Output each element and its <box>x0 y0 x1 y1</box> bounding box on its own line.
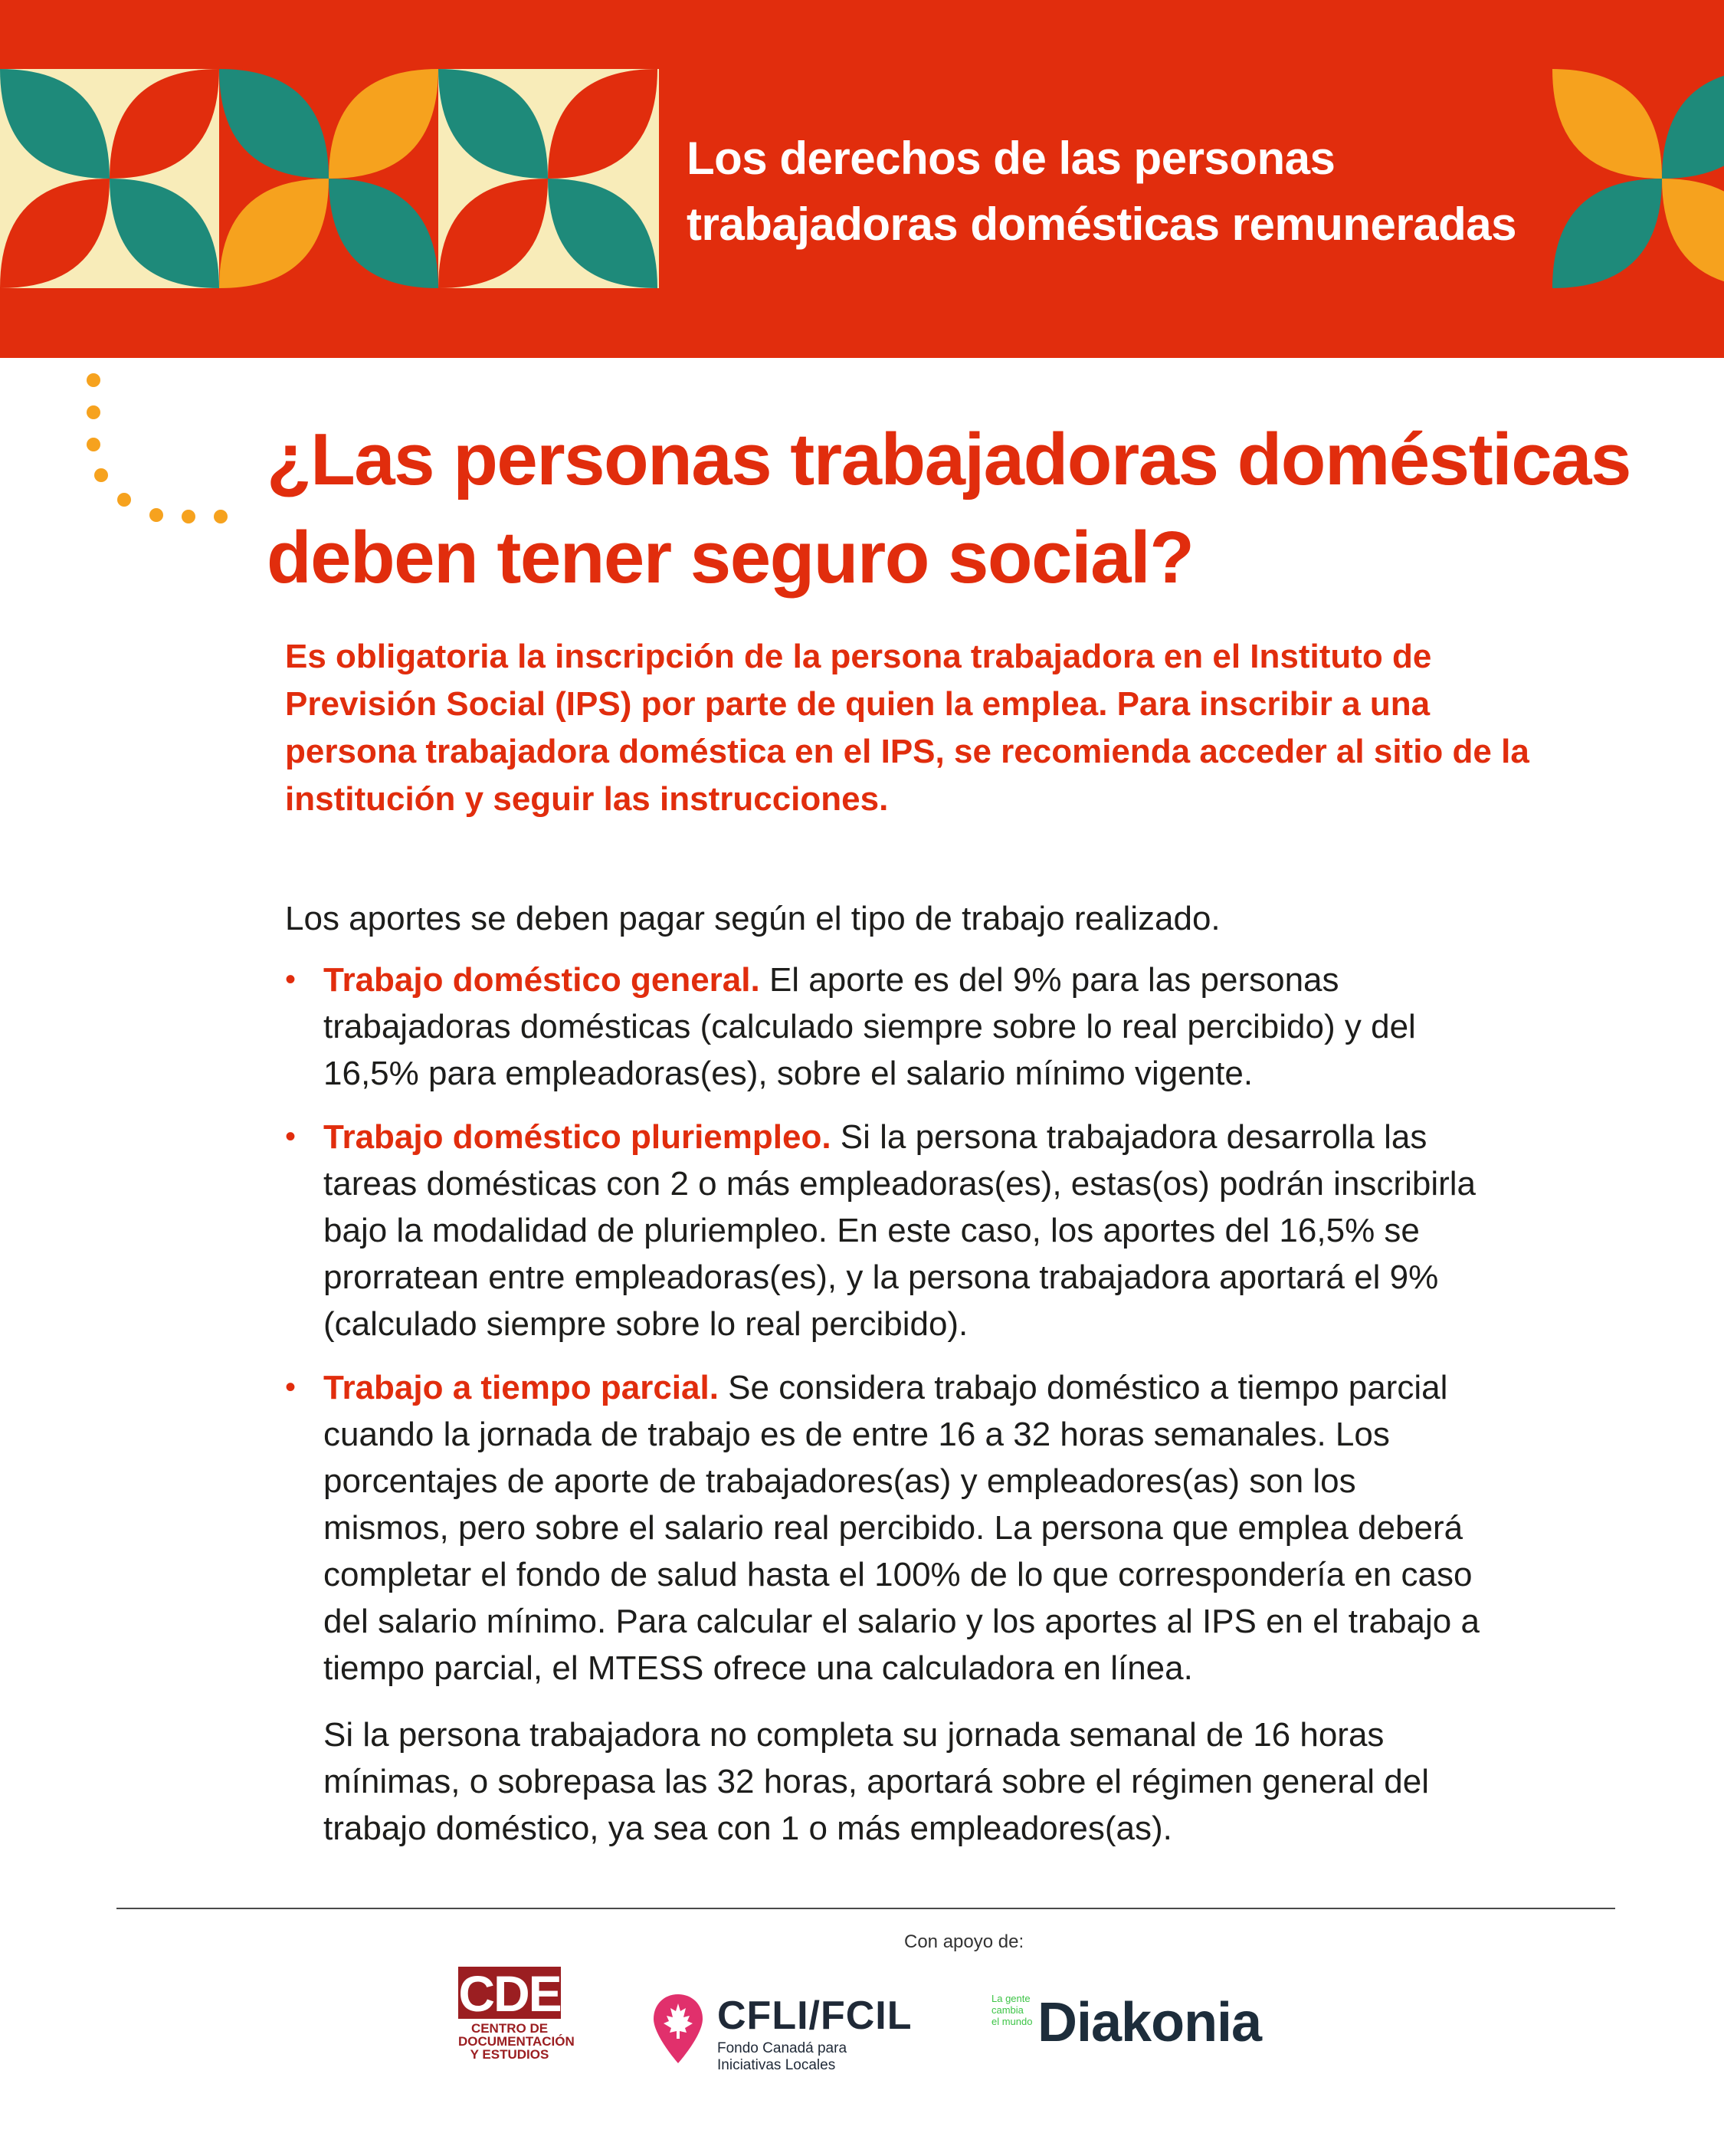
page-title-line2: deben tener seguro social? <box>267 517 1194 599</box>
bullet-line: tareas domésticas con 2 o más empleadoras(es), estas(os) podrán inscribirla <box>323 1165 1476 1203</box>
decorative-pattern-right <box>1552 69 1724 288</box>
header-title-line2: trabajadoras domésticas remuneradas <box>687 199 1516 250</box>
header-banner <box>0 0 1724 358</box>
page-title-line1: ¿Las personas trabajadoras domésticas <box>267 418 1631 500</box>
bullet-term: Trabajo doméstico pluriempleo. <box>323 1118 831 1156</box>
decorative-dots <box>77 368 245 537</box>
cde-line: Y ESTUDIOS <box>470 2047 549 2062</box>
bullet-line: porcentajes de aporte de trabajadores(as) y empleadores(as) son los <box>323 1462 1356 1500</box>
cfli-subtitle <box>717 2040 847 2074</box>
bullet-line: bajo la modalidad de pluriempleo. En este caso, los aportes del 16,5% se <box>323 1212 1420 1249</box>
bullet-line: trabajadoras domésticas (calculado siempre sobre lo real percibido) y del <box>323 1008 1416 1045</box>
header-title-line1: Los derechos de las personas <box>687 133 1336 184</box>
cfli-name: CFLI/FCIL <box>717 1994 913 2038</box>
list-item <box>285 957 1618 1097</box>
list-item <box>285 1364 1618 1852</box>
intro-line: institución y seguir las instrucciones. <box>285 780 889 818</box>
bullet-icon: • <box>285 963 297 996</box>
bullet-text: El aporte es del 9% para las personas <box>759 961 1339 999</box>
bullet-line: trabajo doméstico, ya sea con 1 o más empleadores(as). <box>323 1810 1172 1847</box>
bullet-icon: • <box>285 1120 297 1153</box>
cfli-logo <box>651 1993 958 2077</box>
footer-divider <box>116 1908 1615 1909</box>
bullet-icon: • <box>285 1370 297 1404</box>
bullet-line: mismos, pero sobre el salario real percibido. La persona que emplea deberá <box>323 1509 1463 1547</box>
cde-line: DOCUMENTACIÓN <box>458 2034 575 2049</box>
bullet-first-line <box>323 1364 1618 1411</box>
diakonia-tagline <box>991 1993 1032 2027</box>
page-title <box>267 411 1631 607</box>
cfli-sub-line: Fondo Canadá para <box>717 2040 847 2056</box>
bullet-line: tiempo parcial, el MTESS ofrece una calculadora en línea. <box>323 1649 1193 1687</box>
intro-line: Previsión Social (IPS) por parte de quien la emplea. Para inscribir a una <box>285 685 1431 723</box>
cde-fullname <box>458 2021 575 2062</box>
bullet-line: mínimas, o sobrepasa las 32 horas, aportará sobre el régimen general del <box>323 1763 1430 1800</box>
diakonia-tag-line: cambia <box>991 2004 1024 2016</box>
bullet-text: Se considera trabajo doméstico a tiempo parcial <box>718 1369 1448 1406</box>
bullet-line: prorratean entre empleadoras(es), y la persona trabajadora aportará el 9% <box>323 1258 1439 1296</box>
bullet-first-line <box>323 957 1618 1003</box>
bullet-first-line <box>323 1114 1618 1160</box>
cde-logo <box>458 1965 575 2062</box>
bullet-extra-paragraph <box>323 1711 1618 1852</box>
diakonia-name: Diakonia <box>1037 1992 1262 2053</box>
maple-leaf-pin-icon <box>651 1993 705 2065</box>
bullet-line: cuando la jornada de trabajo es de entre 16 a 32 horas semanales. Los <box>323 1416 1390 1453</box>
diakonia-tag-line: el mundo <box>991 2016 1033 2027</box>
bullet-term: Trabajo a tiempo parcial. <box>323 1369 719 1406</box>
decorative-pattern <box>0 69 659 288</box>
support-label: Con apoyo de: <box>904 1931 1024 1952</box>
intro-paragraph <box>285 633 1542 823</box>
cde-acronym: CDE <box>458 1965 561 2022</box>
cde-line: CENTRO DE <box>470 2021 549 2036</box>
bullet-text: Si la persona trabajadora desarrolla las <box>831 1118 1427 1156</box>
lead-paragraph <box>285 895 1588 942</box>
bullet-term: Trabajo doméstico general. <box>323 961 760 999</box>
diakonia-tag-line: La gente <box>991 1993 1031 2004</box>
diakonia-logo <box>991 1991 1267 2060</box>
intro-line: persona trabajadora doméstica en el IPS, se recomienda acceder al sitio de la <box>285 733 1529 770</box>
cfli-sub-line: Iniciativas Locales <box>717 2057 836 2073</box>
bullet-line: completar el fondo de salud hasta el 100% de lo que correspondería en caso <box>323 1556 1473 1593</box>
contribution-list <box>285 957 1618 1869</box>
bullet-line: (calculado siempre sobre lo real percibido). <box>323 1305 969 1343</box>
list-item <box>285 1114 1618 1347</box>
lead-text: Los aportes se deben pagar según el tipo de trabajo realizado. <box>285 900 1221 937</box>
bullet-line: del salario mínimo. Para calcular el salario y los aportes al IPS en el trabajo a <box>323 1603 1480 1640</box>
intro-line: Es obligatoria la inscripción de la persona trabajadora en el Instituto de <box>285 638 1432 675</box>
header-title <box>687 126 1545 258</box>
bullet-line: 16,5% para empleadoras(es), sobre el salario mínimo vigente. <box>323 1055 1254 1092</box>
bullet-line: Si la persona trabajadora no completa su jornada semanal de 16 horas <box>323 1716 1385 1754</box>
